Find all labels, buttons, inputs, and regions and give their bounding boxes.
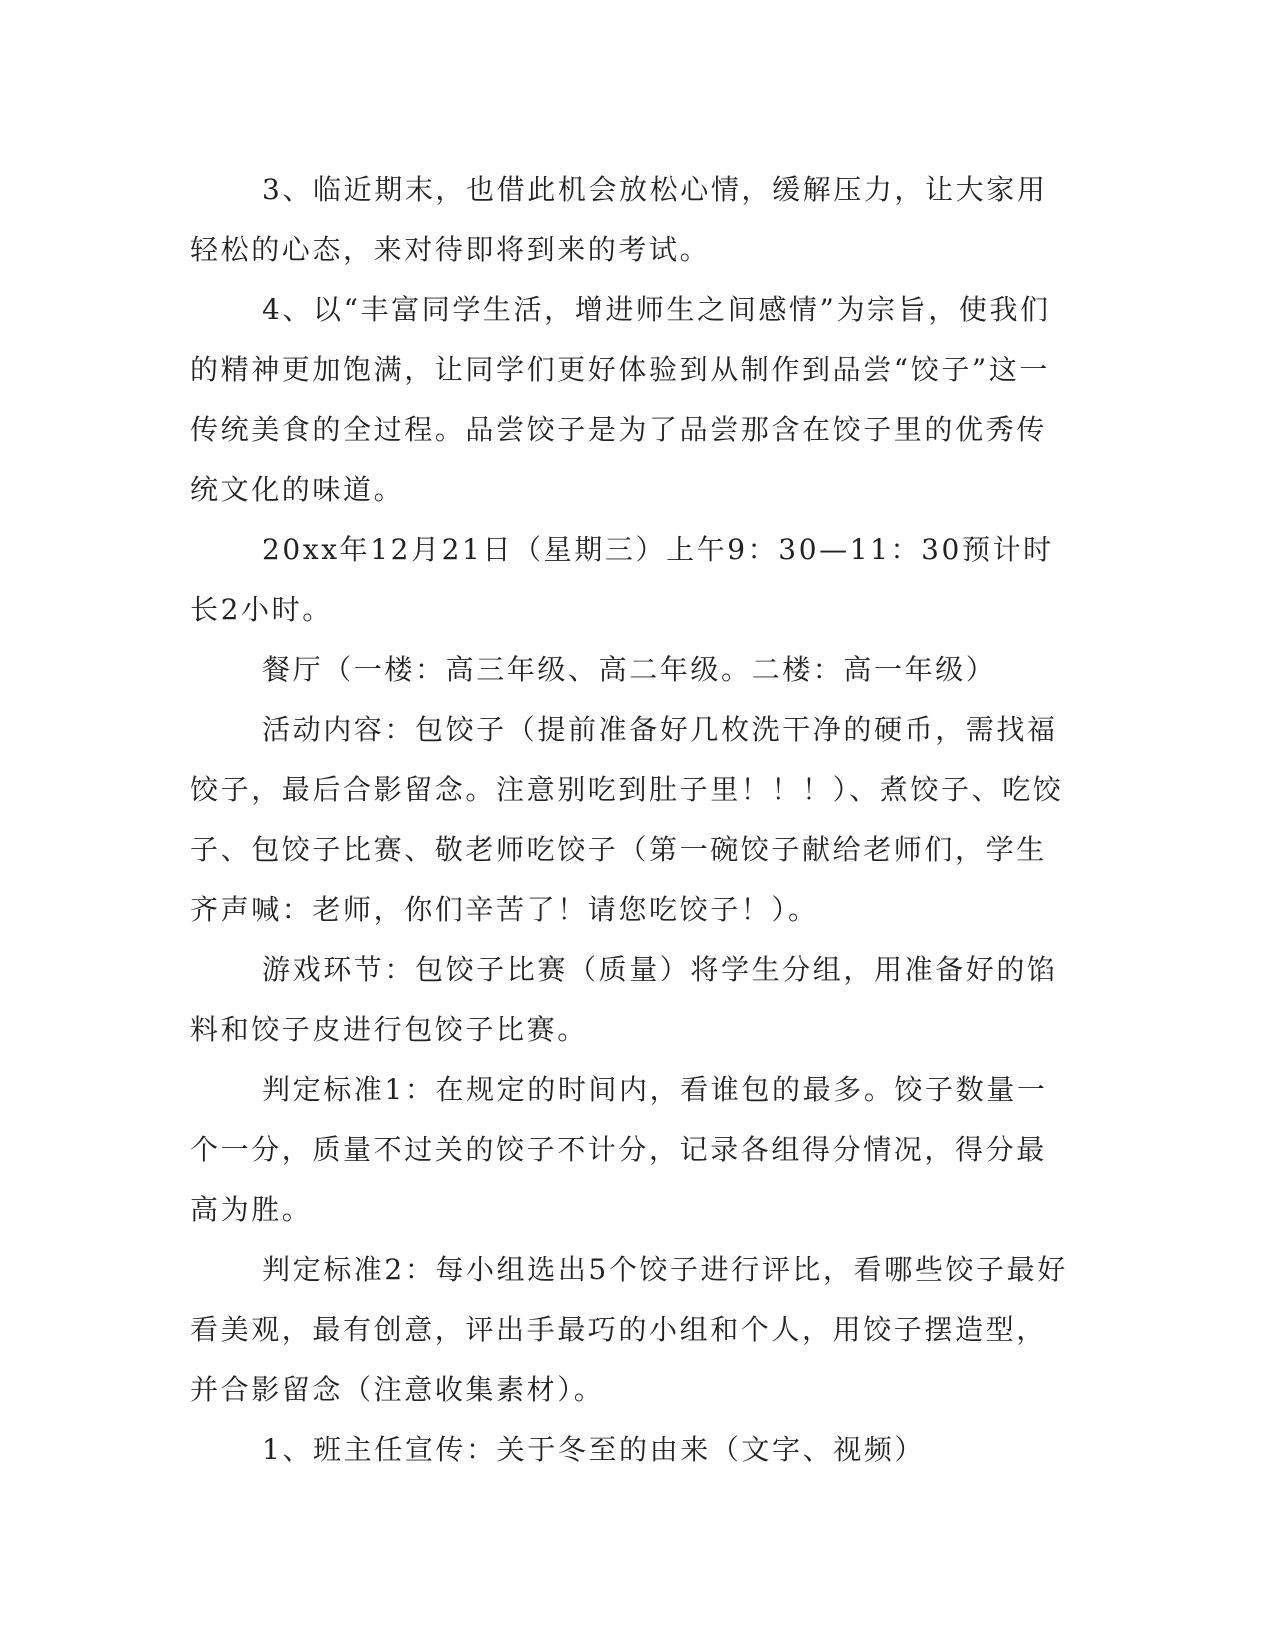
paragraph-criterion-2: 判定标准2：每小组选出5个饺子进行评比，看哪些饺子最好看美观，最有创意，评出手最巧的小组和个人，用饺子摆造型，并合影留念（注意收集素材）。	[190, 1253, 1068, 1406]
paragraph-game-section: 游戏环节：包饺子比赛（质量）将学生分组，用准备好的馅料和饺子皮进行包饺子比赛。	[190, 953, 1058, 1046]
paragraph-location: 餐厅（一楼：高三年级、高二年级。二楼：高一年级）	[262, 653, 997, 686]
paragraph-time: 20xx年12月21日（星期三）上午9：30—11：30预计时长2小时。	[190, 533, 1054, 626]
paragraph-criterion-1: 判定标准1：在规定的时间内，看谁包的最多。饺子数量一个一分，质量不过关的饺子不计分，记录各组得分情况，得分最高为胜。	[190, 1073, 1048, 1226]
paragraph-activity-content: 活动内容：包饺子（提前准备好几枚洗干净的硬币，需找福饺子，最后合影留念。注意别吃到肚子里！！！）、煮饺子、吃饺子、包饺子比赛、敬老师吃饺子（第一碗饺子献给老师们，学生齐声喊：老师，你们辛苦了！请您吃饺子！）。	[190, 713, 1064, 926]
document-body	[190, 160, 1070, 1480]
paragraph-goal-3: 3、临近期末，也借此机会放松心情，缓解压力，让大家用轻松的心态，来对待即将到来的考试。	[190, 173, 1048, 266]
paragraph-step-1: 1、班主任宣传：关于冬至的由来（文字、视频）	[262, 1433, 926, 1466]
paragraph-goal-4: 4、以“丰富同学生活，增进师生之间感情”为宗旨，使我们的精神更加饱满，让同学们更好体验到从制作到品尝“饺子”这一传统美食的全过程。品尝饺子是为了品尝那含在饺子里的优秀传统文化的味道。	[190, 293, 1051, 506]
